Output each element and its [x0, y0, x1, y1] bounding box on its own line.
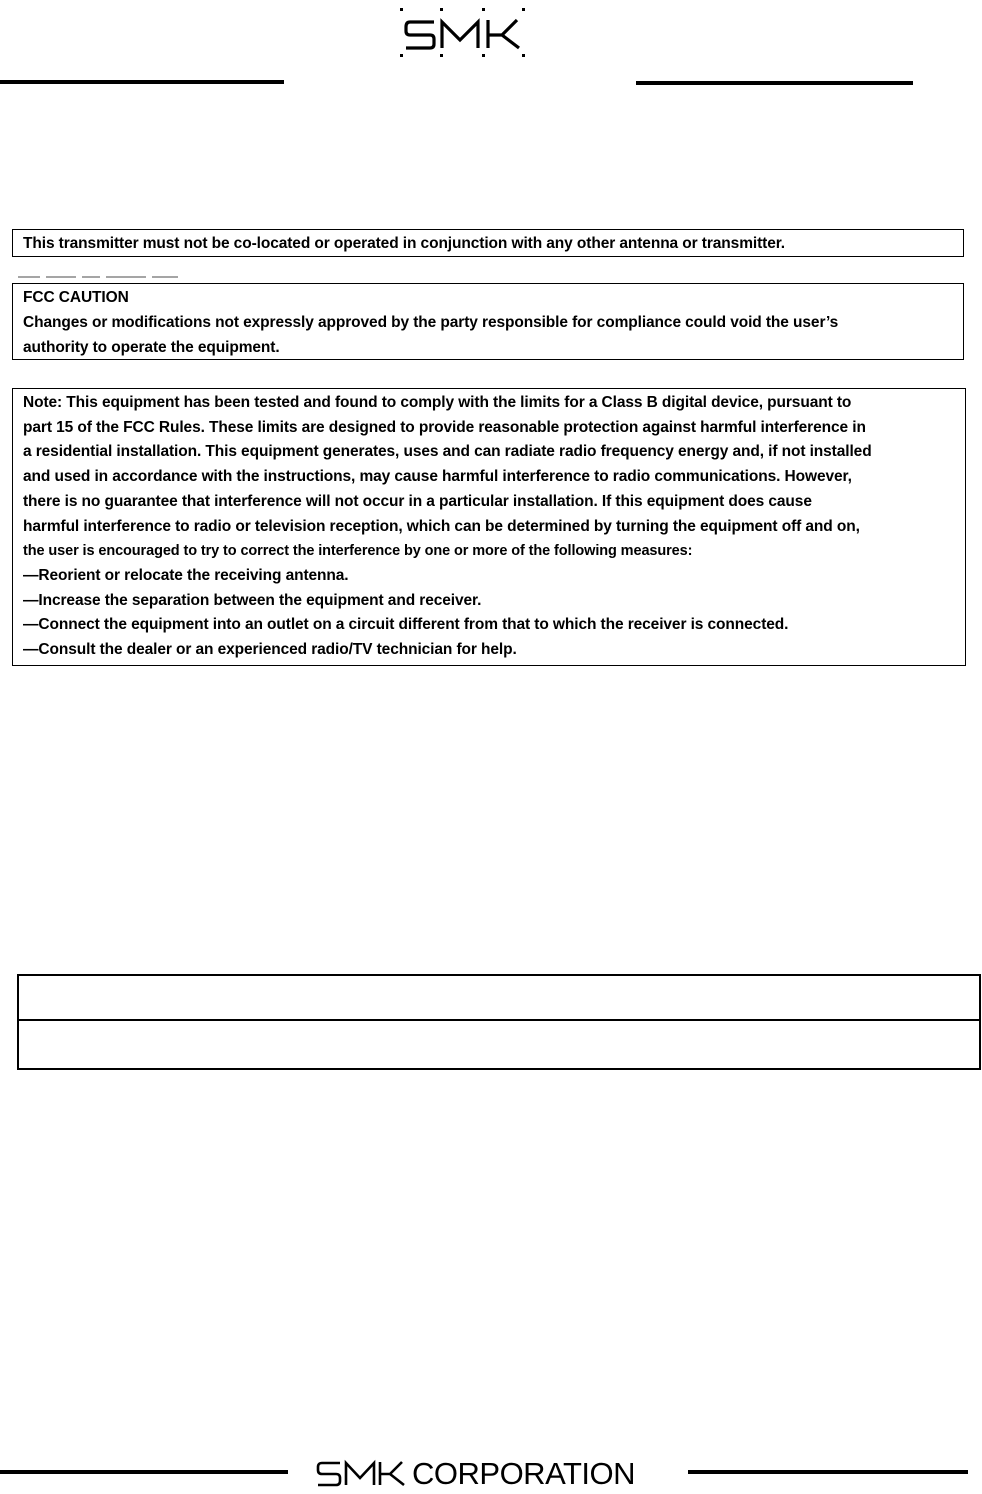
fcc-caution-line: Changes or modifications not expressly approved by the party responsible for compliance could void the user’s	[23, 314, 839, 331]
header-rule-left	[0, 80, 284, 84]
footer-rule-right	[688, 1470, 968, 1474]
smk-logo-footer	[316, 1459, 408, 1489]
empty-table	[17, 974, 981, 1070]
note-line: harmful interference to radio or television reception, which can be determined by turning the equipment off and on,	[23, 517, 860, 535]
header-rule-right	[636, 81, 913, 85]
fcc-note-notice	[12, 388, 966, 666]
footer-company: CORPORATION	[412, 1456, 635, 1491]
note-line: Note: This equipment has been tested and found to comply with the limits for a Class B digital device, pursuant to	[23, 394, 852, 411]
fcc-caution-line: authority to operate the equipment.	[23, 339, 280, 356]
note-line: and used in accordance with the instructions, may cause harmful interference to radio communications. However,	[23, 468, 852, 486]
footer-rule-left	[0, 1470, 288, 1474]
measure-item: —Increase the separation between the equipment and receiver.	[23, 591, 482, 609]
colocation-notice	[12, 229, 964, 257]
measure-item: —Reorient or relocate the receiving antenna.	[23, 566, 349, 584]
measure-item: —Connect the equipment into an outlet on a circuit different from that to which the receiver is connected.	[23, 616, 789, 634]
measure-item: —Consult the dealer or an experienced radio/TV technician for help.	[23, 641, 517, 659]
smk-logo-top	[398, 4, 528, 62]
table-row	[19, 976, 979, 1021]
colocation-text: This transmitter must not be co-located or operated in conjunction with any other antenna or transmitter.	[23, 235, 786, 252]
table-row	[19, 1021, 979, 1066]
note-line: there is no guarantee that interference will not occur in a particular installation. If this equipment does cause	[23, 492, 812, 510]
fcc-caution-title: FCC CAUTION	[23, 289, 129, 306]
note-line: the user is encouraged to try to correct the interference by one or more of the following measures:	[23, 543, 693, 560]
note-line: part 15 of the FCC Rules. These limits are designed to provide reasonable protection against harmful interference in	[23, 418, 866, 436]
fcc-caution-notice	[12, 283, 964, 360]
footer-brand	[316, 1454, 635, 1494]
note-line: a residential installation. This equipment generates, uses and can radiate radio frequency energy and, if not installed	[23, 443, 872, 461]
faint-marks	[18, 268, 288, 276]
